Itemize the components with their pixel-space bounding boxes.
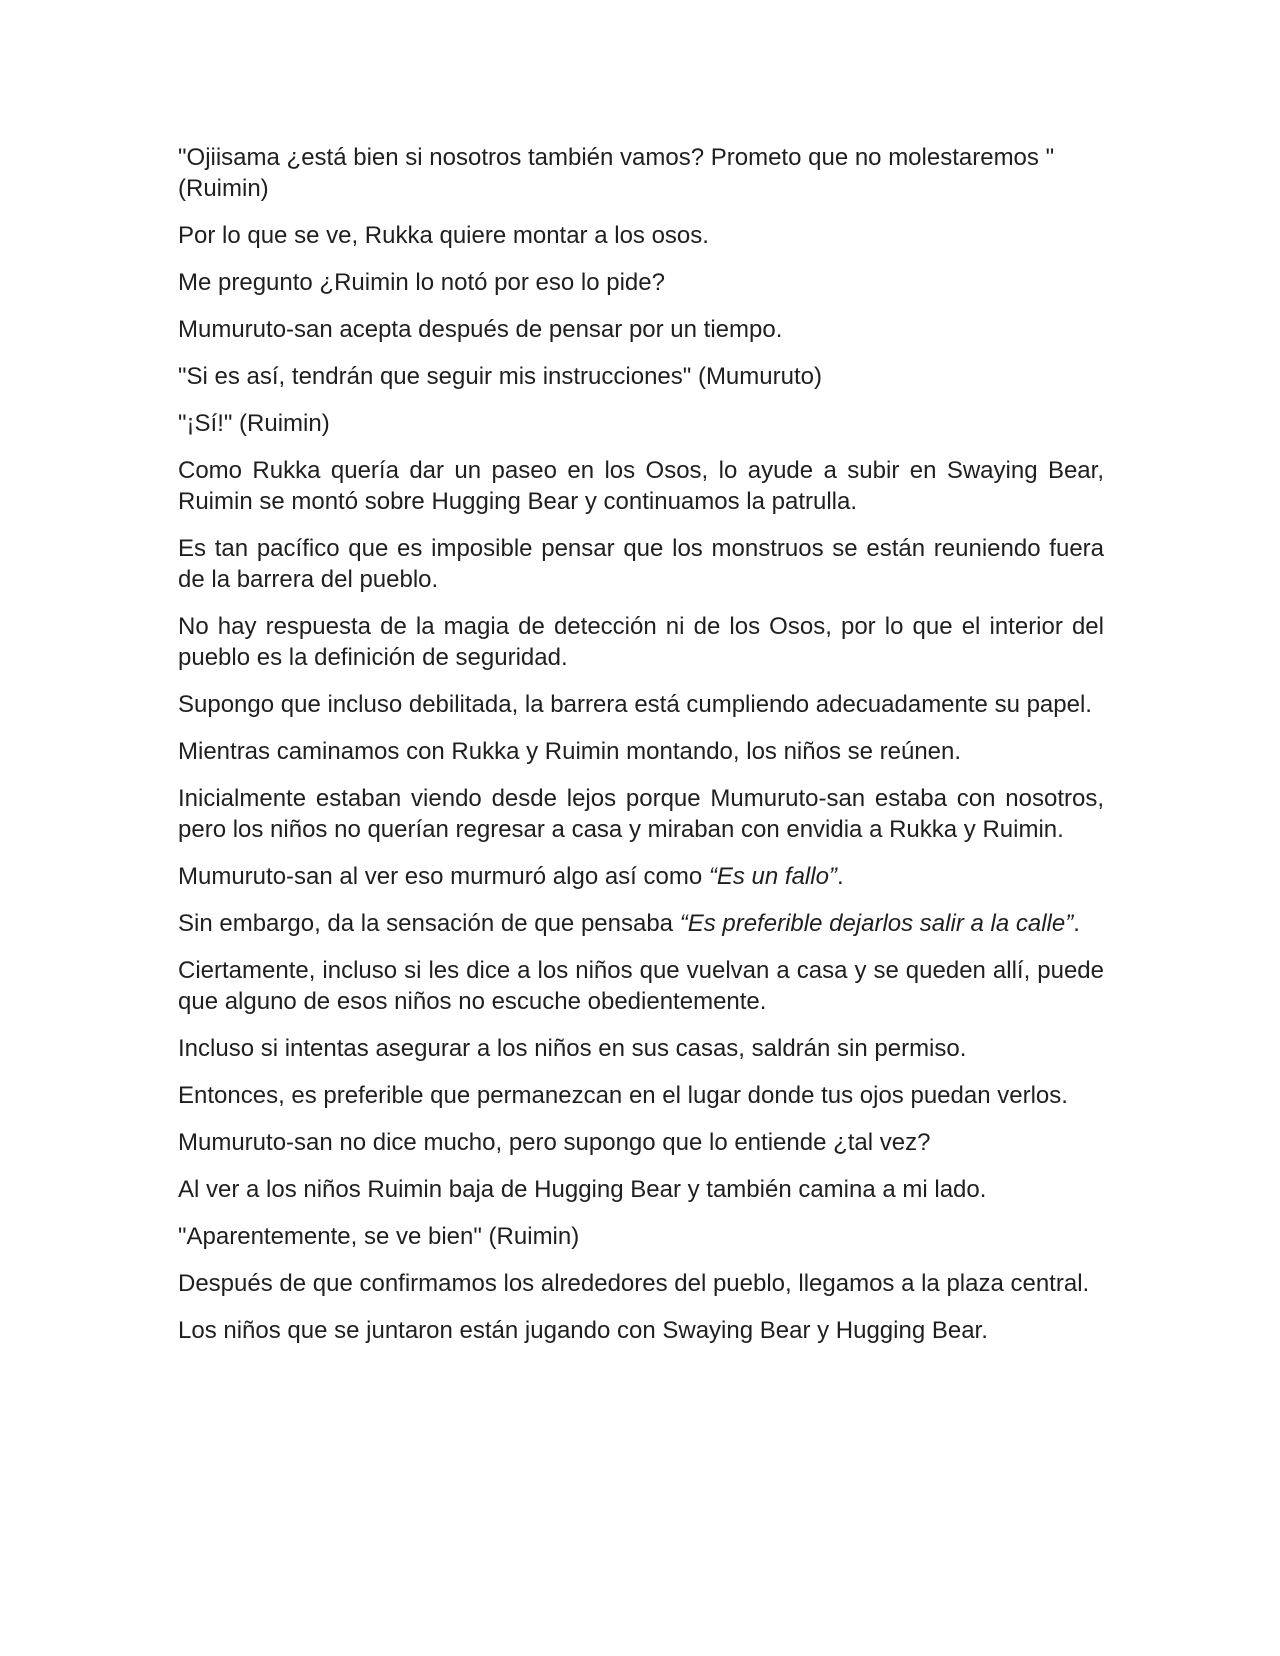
paragraph-with-italic bbox=[178, 908, 1104, 939]
paragraph: Mumuruto-san no dice mucho, pero supongo que lo entiende ¿tal vez? bbox=[178, 1129, 931, 1156]
paragraph: Inicialmente estaban viendo desde lejos porque Mumuruto-san estaba con nosotros, pero los niños no querían regresar a casa y miraban con envidia a Rukka y Ruimin. bbox=[178, 785, 1104, 843]
paragraph: Incluso si intentas asegurar a los niños en sus casas, saldrán sin permiso. bbox=[178, 1035, 967, 1062]
paragraph: Supongo que incluso debilitada, la barrera está cumpliendo adecuadamente su papel. bbox=[178, 691, 1092, 718]
italic-quote: “Es preferible dejarlos salir a la calle” bbox=[679, 910, 1074, 937]
paragraph: Mientras caminamos con Rukka y Ruimin montando, los niños se reúnen. bbox=[178, 738, 962, 765]
text-run: Mumuruto-san al ver eso murmuró algo así como bbox=[178, 863, 709, 890]
italic-quote: “Es un fallo” bbox=[708, 863, 837, 890]
paragraph: "Aparentemente, se ve bien" (Ruimin) bbox=[178, 1223, 580, 1250]
paragraph: Entonces, es preferible que permanezcan en el lugar donde tus ojos puedan verlos. bbox=[178, 1082, 1068, 1109]
paragraph: Ciertamente, incluso si les dice a los niños que vuelvan a casa y se queden allí, puede que alguno de esos niños no escuche obedientemente. bbox=[178, 957, 1104, 1015]
paragraph: "Si es así, tendrán que seguir mis instrucciones" (Mumuruto) bbox=[178, 363, 822, 390]
paragraph: Como Rukka quería dar un paseo en los Osos, lo ayude a subir en Swaying Bear, Ruimin se montó sobre Hugging Bear y continuamos la patrulla. bbox=[178, 457, 1104, 515]
paragraph: Después de que confirmamos los alrededores del pueblo, llegamos a la plaza central. bbox=[178, 1270, 1090, 1297]
paragraph: "¡Sí!" (Ruimin) bbox=[178, 410, 330, 437]
paragraph: Mumuruto-san acepta después de pensar por un tiempo. bbox=[178, 316, 783, 343]
paragraph: Me pregunto ¿Ruimin lo notó por eso lo pide? bbox=[178, 269, 665, 296]
paragraph: Al ver a los niños Ruimin baja de Hugging Bear y también camina a mi lado. bbox=[178, 1176, 987, 1203]
paragraph: Por lo que se ve, Rukka quiere montar a los osos. bbox=[178, 222, 709, 249]
paragraph: Es tan pacífico que es imposible pensar que los monstruos se están reuniendo fuera de la barrera del pueblo. bbox=[178, 535, 1104, 593]
paragraph: Los niños que se juntaron están jugando con Swaying Bear y Hugging Bear. bbox=[178, 1317, 988, 1344]
text-run: Sin embargo, da la sensación de que pensaba bbox=[178, 910, 680, 937]
paragraph-with-italic bbox=[178, 861, 1104, 892]
text-run: . bbox=[1073, 910, 1080, 937]
text-run: . bbox=[836, 863, 844, 890]
paragraph: "Ojiisama ¿está bien si nosotros también vamos? Prometo que no molestaremos " (Ruimin) bbox=[178, 144, 1055, 202]
paragraph: No hay respuesta de la magia de detección ni de los Osos, por lo que el interior del pueblo es la definición de seguridad. bbox=[178, 613, 1104, 671]
